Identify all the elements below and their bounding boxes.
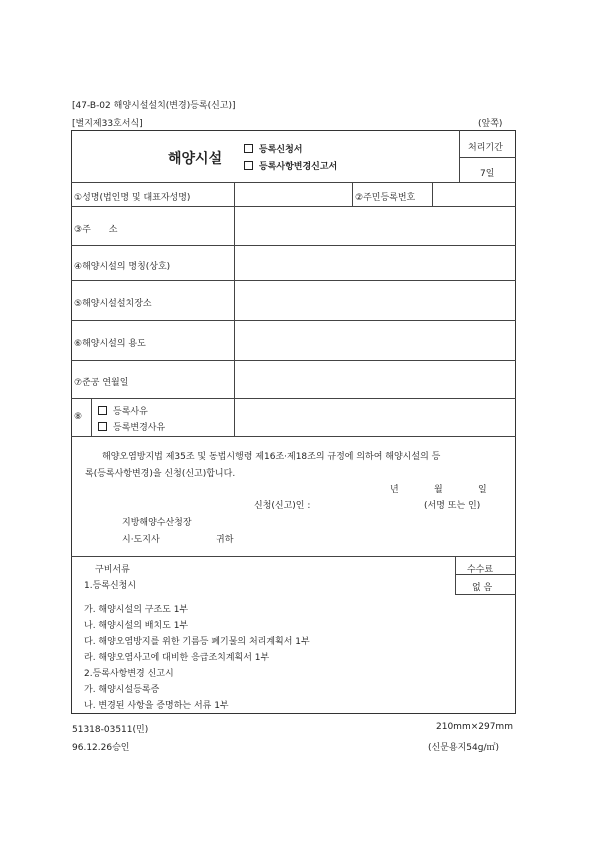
doc-item: 다. 해양오염방지를 위한 기름등 폐기물의 처리계획서 1부 bbox=[84, 637, 310, 647]
applicant-label: 신청(신고)인 : bbox=[254, 501, 311, 511]
statement-line-1: 해양오염방지법 제35조 및 동법시행령 제16조·제18조의 규정에 의하여 해양시설의 등 bbox=[102, 452, 441, 462]
name-input[interactable] bbox=[236, 184, 350, 204]
checkbox-change-report[interactable] bbox=[244, 161, 253, 170]
facility-name-input[interactable] bbox=[236, 247, 514, 278]
form-title: 해양시설 bbox=[168, 151, 223, 167]
doc-item: 1.등록신청시 bbox=[84, 581, 137, 591]
completion-date-input[interactable] bbox=[236, 362, 514, 396]
date-month: 월 bbox=[434, 485, 443, 495]
statement-line-2: 록(등록사항변경)을 신청(신고)합니다. bbox=[85, 469, 236, 479]
label-completion-date: ⑦준공 연월일 bbox=[74, 378, 129, 388]
label-name: ①성명(법인명 및 대표자성명) bbox=[74, 193, 191, 203]
processing-period-value: 7일 bbox=[480, 169, 495, 179]
usage-input[interactable] bbox=[236, 322, 514, 358]
option-change-reason[interactable]: 등록변경사유 bbox=[98, 420, 165, 433]
reason-input[interactable] bbox=[236, 400, 514, 434]
date-day: 일 bbox=[478, 485, 487, 495]
checkbox-register[interactable] bbox=[244, 144, 253, 153]
footer-paper: (신문용지54g/㎡) bbox=[428, 743, 499, 753]
doc-item: 가. 해양시설등록증 bbox=[84, 685, 160, 695]
checkbox-register-reason[interactable] bbox=[98, 406, 107, 415]
doc-item: 라. 해양오염사고에 대비한 응급조치계획서 1부 bbox=[84, 653, 270, 663]
doc-item: 2.등록사항변경 신고시 bbox=[84, 669, 174, 679]
processing-period-label: 처리기간 bbox=[468, 143, 503, 153]
fee-label: 수수료 bbox=[467, 565, 494, 575]
date-year: 년 bbox=[390, 485, 399, 495]
label-usage: ⑥해양시설의 용도 bbox=[74, 339, 146, 349]
checkbox-change-reason[interactable] bbox=[98, 422, 107, 431]
page-side: (앞쪽) bbox=[478, 119, 503, 129]
option-register[interactable]: 등록신청서 bbox=[244, 142, 302, 155]
option-register-reason[interactable]: 등록사유 bbox=[98, 404, 148, 417]
recipient-2: 시·도지사 bbox=[122, 535, 160, 545]
doc-item: 가. 해양시설의 구조도 1부 bbox=[84, 605, 189, 615]
fee-value: 없 음 bbox=[472, 583, 493, 593]
address-input[interactable] bbox=[236, 208, 514, 243]
doc-item: 나. 해양시설의 배치도 1부 bbox=[84, 621, 189, 631]
recipient-1: 지방해양수산청장 bbox=[122, 518, 192, 528]
footer-code: 51318-03511(민) bbox=[72, 725, 149, 735]
footer-approved: 96.12.26승인 bbox=[72, 743, 130, 753]
signature-label: (서명 또는 인) bbox=[424, 501, 481, 511]
label-location: ⑤해양시설설치장소 bbox=[74, 299, 152, 309]
option-change-report[interactable]: 등록사항변경신고서 bbox=[244, 159, 337, 172]
form-number: [별지제33호서식] bbox=[72, 119, 143, 129]
form-code-line: [47-B-02 해양시설설치(변경)등록(신고)] bbox=[72, 101, 236, 111]
honorific: 귀하 bbox=[216, 535, 234, 545]
footer-size: 210mm×297mm bbox=[436, 722, 513, 732]
label-facility-name: ④해양시설의 명칭(상호) bbox=[74, 262, 171, 272]
docs-header: 구비서류 bbox=[95, 565, 130, 575]
location-input[interactable] bbox=[236, 282, 514, 318]
label-resident-no: ②주민등록번호 bbox=[355, 193, 416, 203]
label-reason-number: ⑧ bbox=[74, 412, 83, 422]
doc-item: 나. 변경된 사항을 증명하는 서류 1부 bbox=[84, 701, 229, 711]
label-address: ③주 소 bbox=[74, 225, 118, 235]
resident-no-input[interactable] bbox=[434, 184, 514, 204]
